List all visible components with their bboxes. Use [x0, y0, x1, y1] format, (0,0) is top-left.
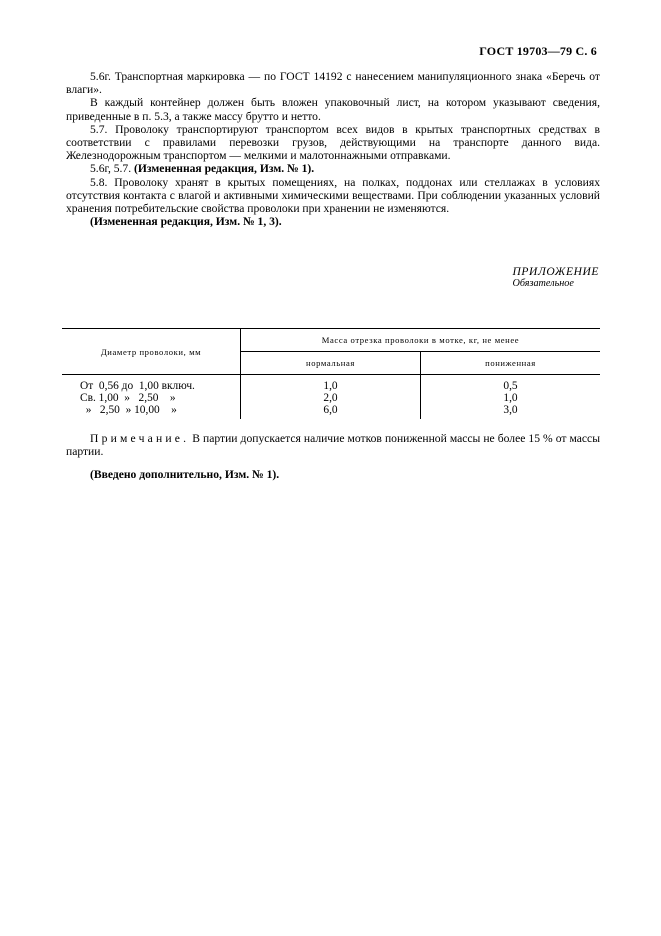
revision-prefix: 5.6г, 5.7.: [90, 162, 135, 176]
diameter-value: От 0,56 до 1,00 включ.: [80, 380, 195, 392]
paragraph-5-8: 5.8. Проволоку хранят в крытых помещениях, на полках, поддонах или стеллажах в условиях отсутствия контакта с влагой и активными химическими веществами. При соблюдении указанных условий хранения потребительские свойства проволоки при хранении не изменяются.: [66, 175, 600, 216]
introduced-note: (Введено дополнительно, Изм. № 1).: [90, 468, 280, 481]
reduced-mass-cell: [421, 375, 601, 420]
paragraph-revision-note: [66, 162, 600, 175]
diameter-cell: [62, 375, 241, 420]
paragraph-5-6g: 5.6г. Транспортная маркировка — по ГОСТ 14192 с нанесением манипуляционного знака «Беречь от влаги».: [66, 70, 600, 97]
reduced-mass-value: 1,0: [503, 392, 518, 404]
page-header: ГОСТ 19703—79 С. 6: [479, 44, 597, 58]
appendix-subtitle: Обязательное: [512, 278, 574, 289]
column-header-diameter: Диаметр проволоки, мм: [62, 329, 241, 375]
paragraph-5-7: 5.7. Проволоку транспортируют транспортом всех видов в крытых транспортных средствах в соответствии с правилами перевозки грузов, действующими на транспорте данного вида. Железнодорожным транспортом — мелкими и малотоннажными отправками.: [66, 122, 600, 163]
column-header-reduced: пониженная: [421, 352, 601, 375]
appendix-title: ПРИЛОЖЕНИЕ: [512, 266, 599, 278]
diameter-value: Св. 1,00 » 2,50 »: [80, 392, 176, 404]
reduced-mass-value: 0,5: [503, 380, 518, 392]
note-label: Примечание.: [90, 432, 190, 445]
document-body: [66, 70, 600, 228]
note-text: В партии допускается наличие мотков пониженной массы не более 15 % от массы партии.: [66, 432, 600, 459]
paragraph-packing-list: В каждый контейнер должен быть вложен упаковочный лист, на котором указывают сведения, приведенные в п. 5.3, а также массу брутто и нетто.: [66, 96, 600, 123]
appendix-heading: [513, 266, 599, 289]
diameter-value: » 2,50 » 10,00 »: [80, 404, 177, 416]
normal-mass-value: 2,0: [323, 392, 338, 404]
table-note: [66, 432, 600, 459]
column-header-mass: Масса отрезка проволоки в мотке, кг, не менее: [241, 329, 601, 352]
revision-bold: (Измененная редакция, Изм. № 1).: [134, 162, 315, 176]
reduced-mass-value: 3,0: [503, 404, 518, 416]
normal-mass-cell: [241, 375, 421, 420]
column-header-normal: нормальная: [241, 352, 421, 375]
paragraph-revision-note-2: (Измененная редакция, Изм. № 1, 3).: [90, 215, 282, 229]
mass-table: [62, 328, 600, 419]
normal-mass-value: 6,0: [323, 404, 338, 416]
table-body-row: [62, 375, 600, 420]
normal-mass-value: 1,0: [323, 380, 338, 392]
